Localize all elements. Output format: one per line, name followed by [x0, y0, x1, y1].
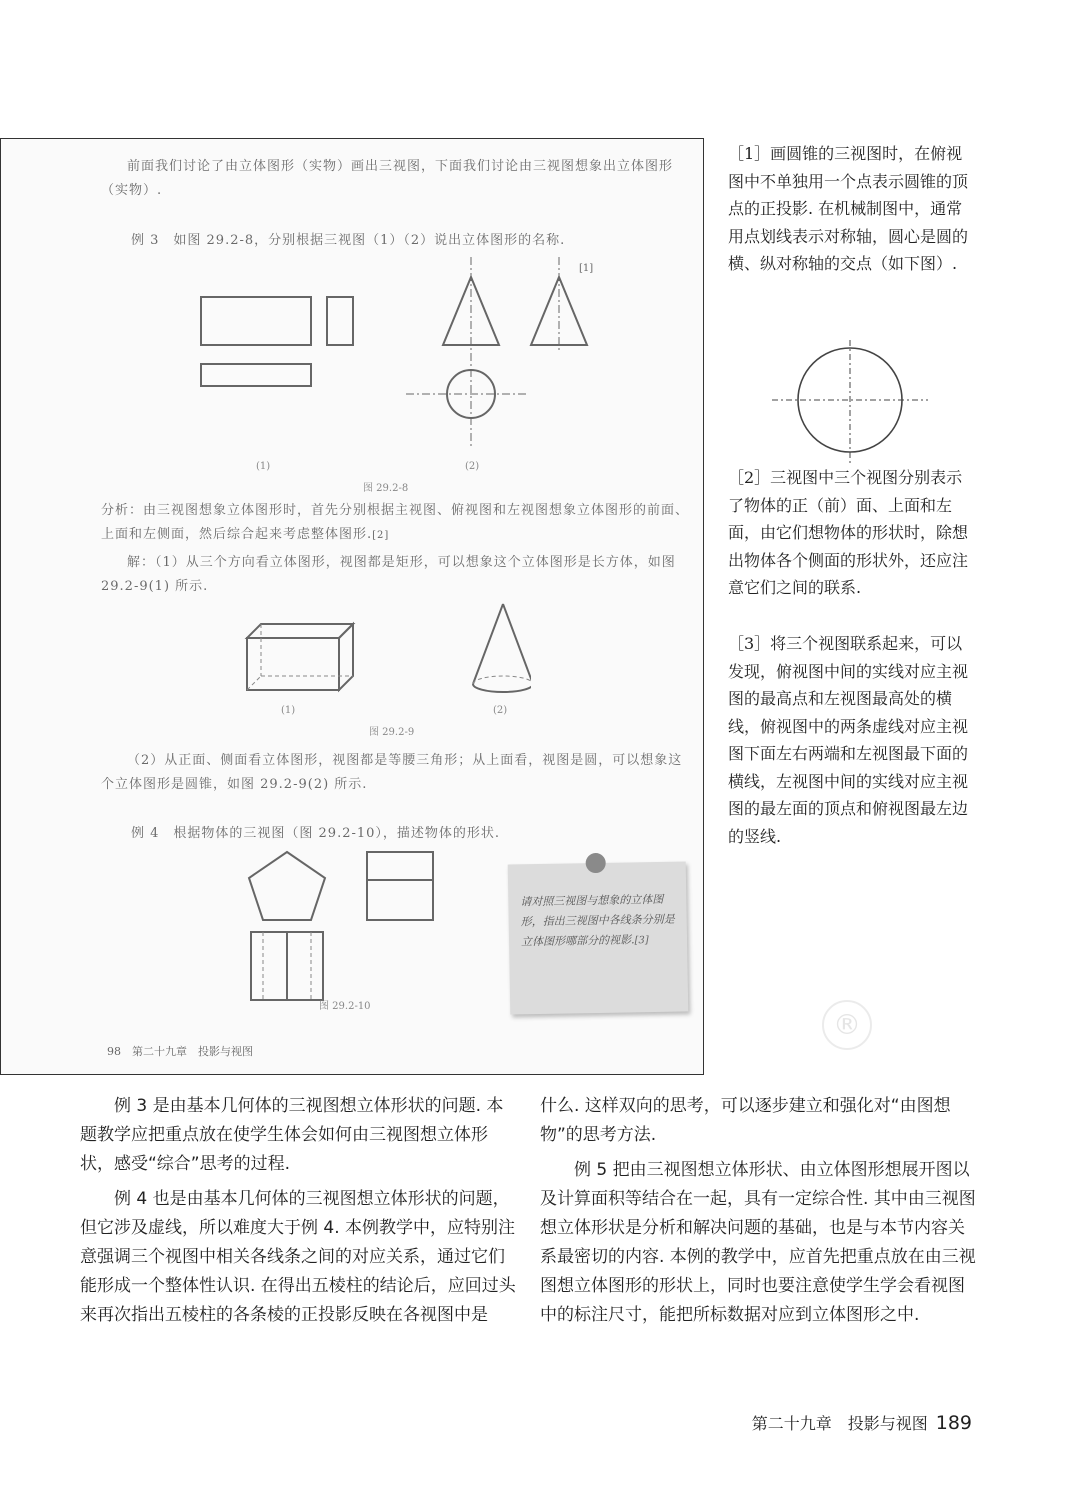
page-footer	[752, 1411, 972, 1434]
figure-29-2-9	[231, 594, 531, 714]
embedded-example3: 例 3 如图 29.2-8，分别根据三视图（1）（2）说出立体图形的名称.	[131, 233, 566, 248]
sidebar-note-3: ［3］将三个视图联系起来，可以发现，俯视图中间的实线对应主视图的最高点和左视图最高处的横线，俯视图中的两条虚线对应主视图下面左右两端和左视图最下面的横线，左视图中间的实线对应主视图的最左面的顶点和俯视图最左边的竖线.	[728, 634, 969, 846]
embedded-textbook-page	[0, 138, 704, 1075]
fig8-rect-top	[201, 364, 311, 386]
sticky-note-text: 请对照三视图与想象的立体图形，指出三视图中各线条分别是立体图形哪部分的视影.[3]	[520, 892, 675, 949]
right-paragraph-2: 例 5 把由三视图想立体形状、由立体图形想展开图以及计算面积等结合在一起，具有一定综合性. 其中由三视图想立体形状是分析和解决问题的基础，也是与本节内容关系最密切的内容. 本例的教学中，应首先把重点放在由三视图想立体图形的形状上，同时也要注意使学生学会看视图中的标注尺寸，能把所标数据对应到立体图形之中.	[540, 1160, 976, 1325]
circle-symmetry-diagram	[768, 340, 928, 466]
footer-chapter: 第二十九章 投影与视图	[751, 1414, 928, 1433]
figure-29-2-8	[181, 249, 601, 479]
right-column	[540, 1092, 980, 1336]
note-ref-1: [1]	[579, 263, 594, 274]
figure-29-2-10	[241, 844, 451, 1004]
fig10-caption: 图 29.2-10	[319, 1001, 371, 1012]
fig8-rect-front	[201, 297, 311, 345]
page-number: 189	[935, 1412, 972, 1434]
embedded-solution1: 解：（1）从三个方向看立体图形，视图都是矩形，可以想象这个立体图形是长方体，如图 29.2-9(1) 所示.	[101, 555, 676, 594]
left-paragraph-2: 例 4 也是由基本几何体的三视图想立体形状的问题，但它涉及虚线，所以难度大于例 4. 本例教学中，应特别注意强调三个视图中相关各线条之间的对应关系，通过它们能形成一个整体性认识. 在得出五棱柱的结论后，应回过头来再次指出五棱柱的各条棱的正投影反映在各视图中是	[80, 1189, 516, 1325]
embedded-analysis	[101, 499, 689, 548]
fig9-caption: 图 29.2-9	[369, 727, 415, 738]
fig10-pentagon	[249, 852, 325, 920]
fig8-label-1: (1)	[256, 461, 271, 472]
embedded-example4: 例 4 根据物体的三视图（图 29.2-10），描述物体的形状.	[131, 826, 501, 841]
sidebar-note-2: ［2］三视图中三个视图分别表示了物体的正（前）面、上面和左面，由它们想物体的形状时，除想出物体各个侧面的形状外，还应注意它们之间的联系.	[728, 468, 969, 597]
note-ref-2: [2]	[372, 530, 390, 541]
fig9-box-side	[339, 624, 353, 690]
fig9-cone-left	[473, 604, 503, 684]
pin-icon	[586, 853, 606, 873]
fig10-side-view	[367, 852, 433, 920]
left-column	[80, 1092, 520, 1336]
sticky-note	[508, 861, 689, 1014]
right-paragraph-1: 什么. 这样双向的思考，可以逐步建立和强化对“由图想物”的思考方法.	[540, 1096, 951, 1145]
embedded-intro: 前面我们讨论了由立体图形（实物）画出三视图，下面我们讨论由三视图想象出立体图形（实物）.	[101, 159, 674, 198]
registered-watermark: ®	[822, 1000, 872, 1050]
fig9-label-2: (2)	[493, 705, 508, 716]
fig9-box-hidden-d	[247, 676, 261, 690]
embedded-solution2: （2）从正面、侧面看立体图形，视图都是等腰三角形；从上面看，视图是圆，可以想象这个立体图形是圆锥，如图 29.2-9(2) 所示.	[101, 753, 683, 792]
fig8-label-2: (2)	[465, 461, 480, 472]
left-paragraph-1: 例 3 是由基本几何体的三视图想立体形状的问题. 本题教学应把重点放在使学生体会如何由三视图想立体形状，感受“综合”思考的过程.	[80, 1096, 504, 1174]
fig8-rect-side	[327, 297, 353, 345]
fig9-box-top	[247, 624, 353, 638]
fig9-cone-base-front	[473, 684, 531, 692]
embedded-footer: 98 第二十九章 投影与视图	[107, 1045, 253, 1058]
analysis-text: 分析：由三视图想象立体图形时，首先分别根据主视图、俯视图和左视图想象立体图形的前面、上面和左侧面，然后综合起来考虑整体图形.	[101, 503, 690, 542]
fig9-cone-base-back	[473, 676, 531, 684]
sidebar-note-1: ［1］画圆锥的三视图时，在俯视图中不单独用一个点表示圆锥的顶点的正投影. 在机械制图中，通常用点划线表示对称轴，圆心是圆的横、纵对称轴的交点（如下图）.	[728, 144, 969, 273]
fig9-cone-right	[503, 604, 531, 684]
fig9-label-1: (1)	[281, 705, 296, 716]
note-ref-3: [3]	[634, 935, 649, 947]
fig8-caption: 图 29.2-8	[363, 483, 409, 494]
